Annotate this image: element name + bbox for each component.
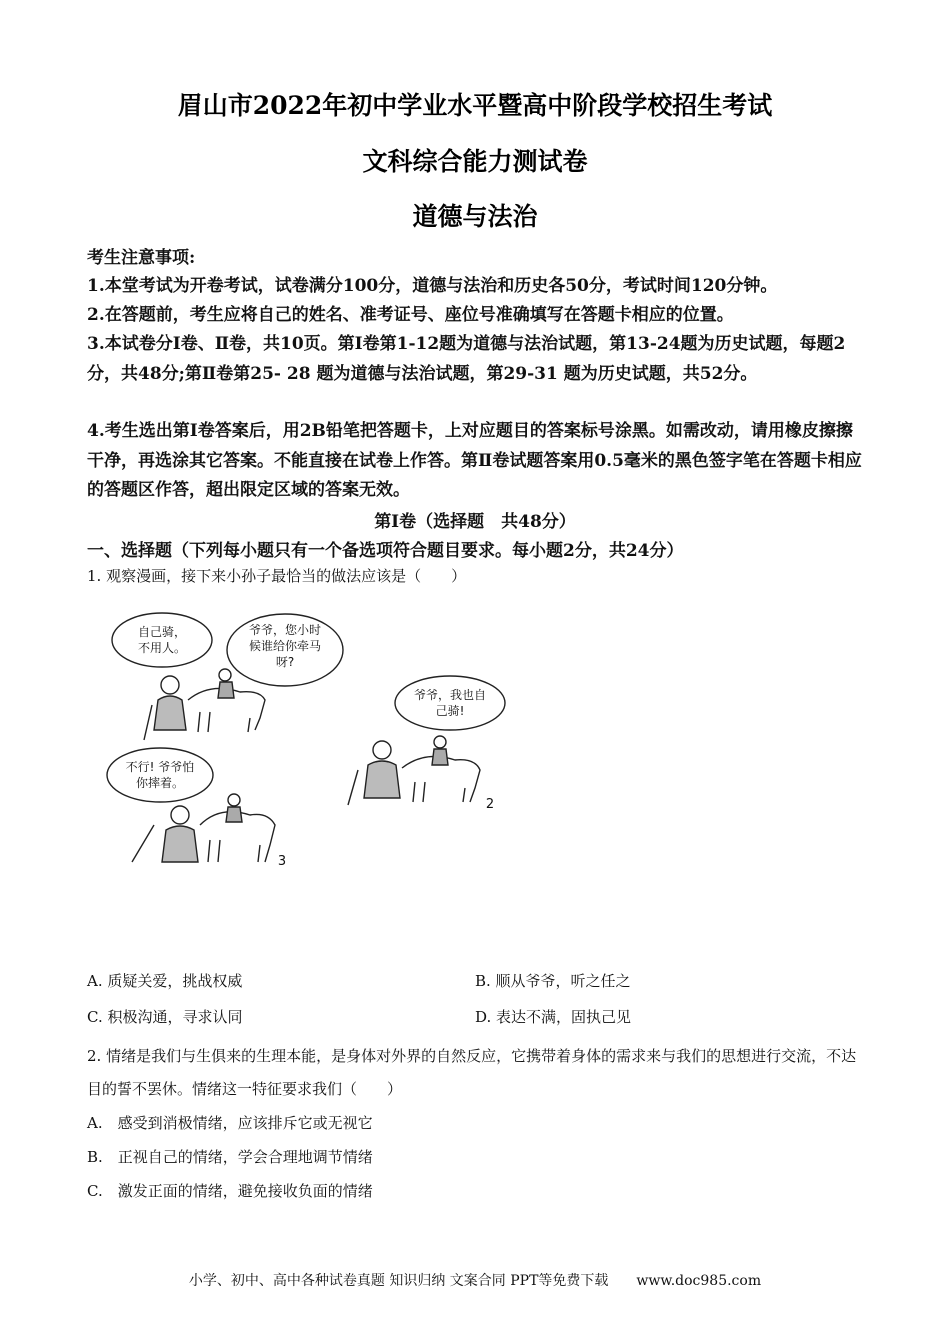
section-heading: 一、选择题（下列每小题只有一个备选项符合题目要求。每小题2分，共24分） [87, 541, 684, 561]
question-1-stem: 1. 观察漫画，接下来小孙子最恰当的做法应该是（ ） [87, 567, 467, 585]
bubble-1-line-2: 不用人。 [137, 641, 187, 655]
bubble-2-line-2: 候谁给你牵马 [248, 639, 322, 653]
exam-subtitle: 文科综合能力测试卷 [362, 147, 588, 176]
exam-title: 眉山市2022年初中学业水平暨高中阶段学校招生考试 [177, 91, 773, 120]
notice-item-2: 2.在答题前，考生应将自己的姓名、准考证号、座位号准确填写在答题卡相应的位置。 [87, 305, 734, 325]
q1-option-c: C. 积极沟通，寻求认同 [87, 1008, 243, 1026]
bubble-3-line-1: 爷爷，我也自 [413, 688, 487, 702]
volume-heading: 第Ⅰ卷（选择题 共48分） [374, 512, 576, 532]
bubble-4-line-1: 不行! 爷爷怕 [125, 760, 195, 774]
panel-number-3: 3 [277, 854, 287, 869]
notice-heading: 考生注意事项: [87, 248, 196, 268]
comic-panel-2 [340, 670, 550, 820]
bubble-1-line-1: 自己骑， [137, 625, 187, 639]
notice-item-3: 3.本试卷分Ⅰ卷、Ⅱ卷，共10页。第Ⅰ卷第1-12题为道德与法治试题，第13-24题为历史试题，每题2分，共48分;第Ⅱ卷第25- 28 题为道德与法治试题，第29-31 题为历史试题，共52分。 [87, 334, 846, 384]
notice-item-1: 1.本堂考试为开卷考试，试卷满分100分，道德与法治和历史各50分，考试时间120分钟。 [87, 276, 778, 296]
panel-number-2: 2 [485, 797, 495, 812]
question-2-stem: 2. 情绪是我们与生俱来的生理本能，是身体对外界的自然反应，它携带着身体的需求来与我们的思想进行交流，不达目的誓不罢休。情绪这一特征要求我们（ ） [87, 1047, 857, 1098]
q2-option-c: C. 激发正面的情绪，避免接收负面的情绪 [87, 1182, 373, 1200]
q1-option-a: A. 质疑关爱，挑战权威 [87, 972, 243, 990]
bubble-3-line-2: 己骑! [435, 704, 465, 718]
q2-option-a: A. 感受到消极情绪，应该排斥它或无视它 [87, 1114, 373, 1132]
bubble-4-line-2: 你摔着。 [135, 776, 185, 790]
notice-item-4: 4.考生选出第Ⅰ卷答案后，用2B铅笔把答题卡，上对应题目的答案标号涂黑。如需改动，请用橡皮擦擦干净，再选涂其它答案。不能直接在试卷上作答。第Ⅱ卷试题答案用0.5毫米的黑色签字笔在答题卡相应的答题区作答，超出限定区域的答案无效。 [87, 421, 862, 500]
q1-option-d: D. 表达不满，固执己见 [475, 1008, 632, 1026]
q1-option-b: B. 顺从爷爷，听之任之 [475, 972, 631, 990]
subject-title: 道德与法治 [412, 202, 538, 231]
page-footer: 小学、初中、高中各种试卷真题 知识归纳 文案合同 PPT等免费下载 www.doc985.com [188, 1273, 762, 1289]
q2-option-b: B. 正视自己的情绪，学会合理地调节情绪 [87, 1148, 373, 1166]
bubble-2-line-3: 呀? [275, 655, 295, 669]
bubble-2-line-1: 爷爷，您小时 [248, 623, 322, 637]
